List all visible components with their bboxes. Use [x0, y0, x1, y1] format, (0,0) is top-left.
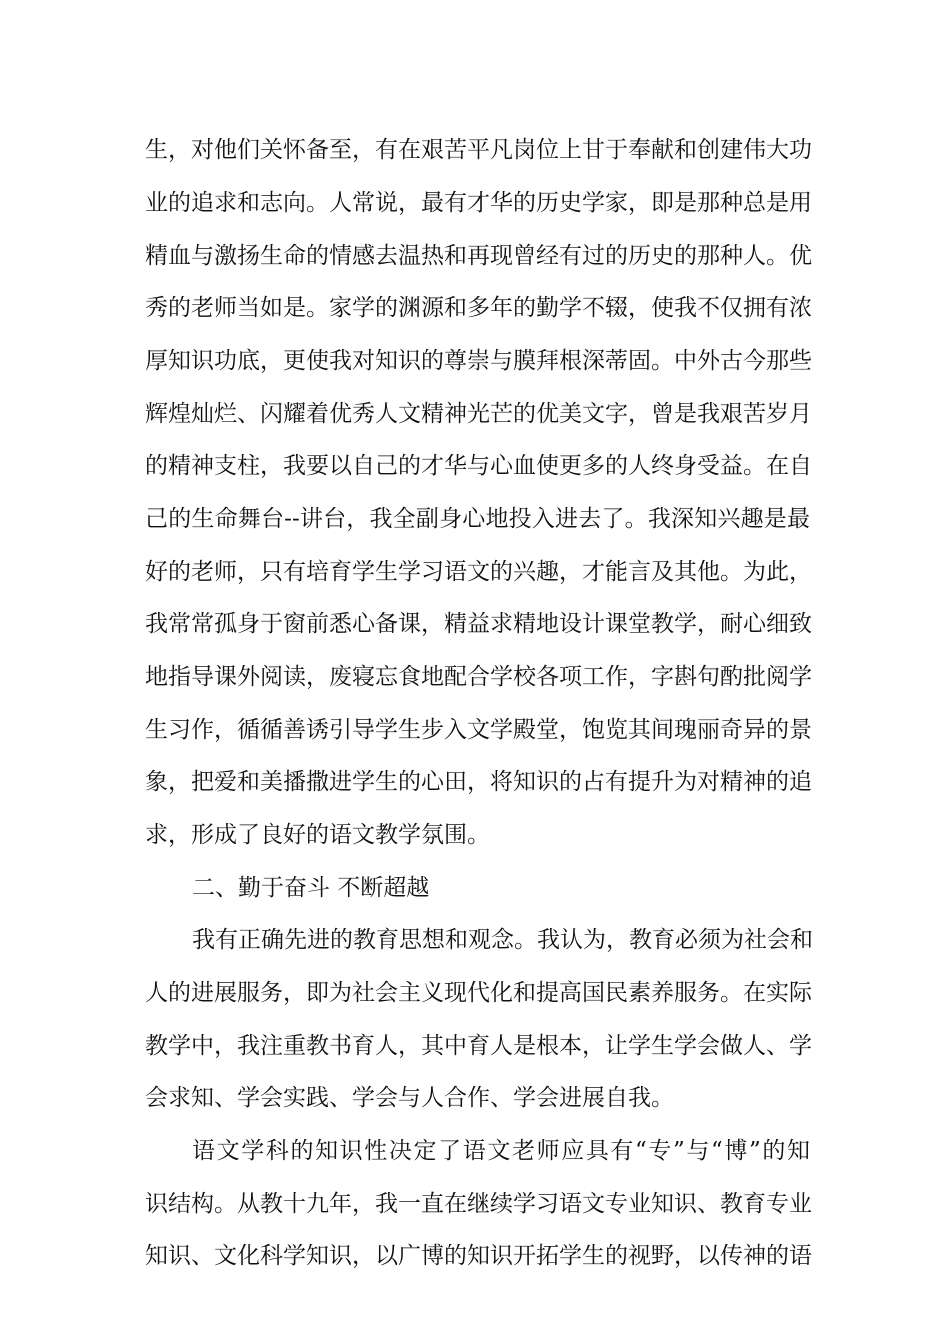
text-line: 好的老师，只有培育学生学习语文的兴趣，才能言及其他。为此，: [145, 559, 812, 585]
text-line: 秀的老师当如是。家学的渊源和多年的勤学不辍，使我不仅拥有浓: [145, 295, 812, 321]
text-line: 会求知、学会实践、学会与人合作、学会进展自我。: [145, 1085, 674, 1111]
text-line: 识结构。从教十九年，我一直在继续学习语文专业知识、教育专业: [145, 1191, 812, 1217]
text-line: 我有正确先进的教育思想和观念。我认为，教育必须为社会和: [192, 927, 813, 953]
text-line: 精血与激扬生命的情感去温热和再现曾经有过的历史的那种人。优: [145, 243, 812, 269]
text-line: 地指导课外阅读，废寝忘食地配合学校各项工作，字斟句酌批阅学: [145, 664, 812, 690]
text-line: 辉煌灿烂、闪耀着优秀人文精神光芒的优美文字，曾是我艰苦岁月: [145, 401, 812, 427]
text-line: 己的生命舞台--讲台，我全副身心地投入进去了。我深知兴趣是最: [145, 506, 810, 532]
text-line: 业的追求和志向。人常说，最有才华的历史学家，即是那种总是用: [145, 190, 812, 216]
text-line: 的精神支柱，我要以自己的才华与心血使更多的人终身受益。在自: [145, 453, 812, 479]
text-line: 生，对他们关怀备至，有在艰苦平凡岗位上甘于奉献和创建伟大功: [145, 137, 812, 163]
text-line: 我常常孤身于窗前悉心备课，精益求精地设计课堂教学，耐心细致: [145, 611, 812, 637]
text-line: 生习作，循循善诱引导学生步入文学殿堂，饱览其间瑰丽奇异的景: [145, 717, 812, 743]
section-heading: 二、勤于奋斗 不断超越: [192, 875, 430, 901]
text-line: 教学中，我注重教书育人，其中育人是根本，让学生学会做人、学: [145, 1033, 812, 1059]
text-line: 求，形成了良好的语文教学氛围。: [145, 822, 490, 848]
text-line: 知识、文化科学知识，以广博的知识开拓学生的视野，以传神的语: [145, 1243, 812, 1269]
text-line: 厚知识功底，更使我对知识的尊崇与膜拜根深蒂固。中外古今那些: [145, 348, 812, 374]
text-line: 人的进展服务，即为社会主义现代化和提高国民素养服务。在实际: [145, 980, 812, 1006]
text-line: 象，把爱和美播撒进学生的心田，将知识的占有提升为对精神的追: [145, 769, 812, 795]
text-line: 语文学科的知识性决定了语文老师应具有“专”与“博”的知: [192, 1138, 810, 1164]
